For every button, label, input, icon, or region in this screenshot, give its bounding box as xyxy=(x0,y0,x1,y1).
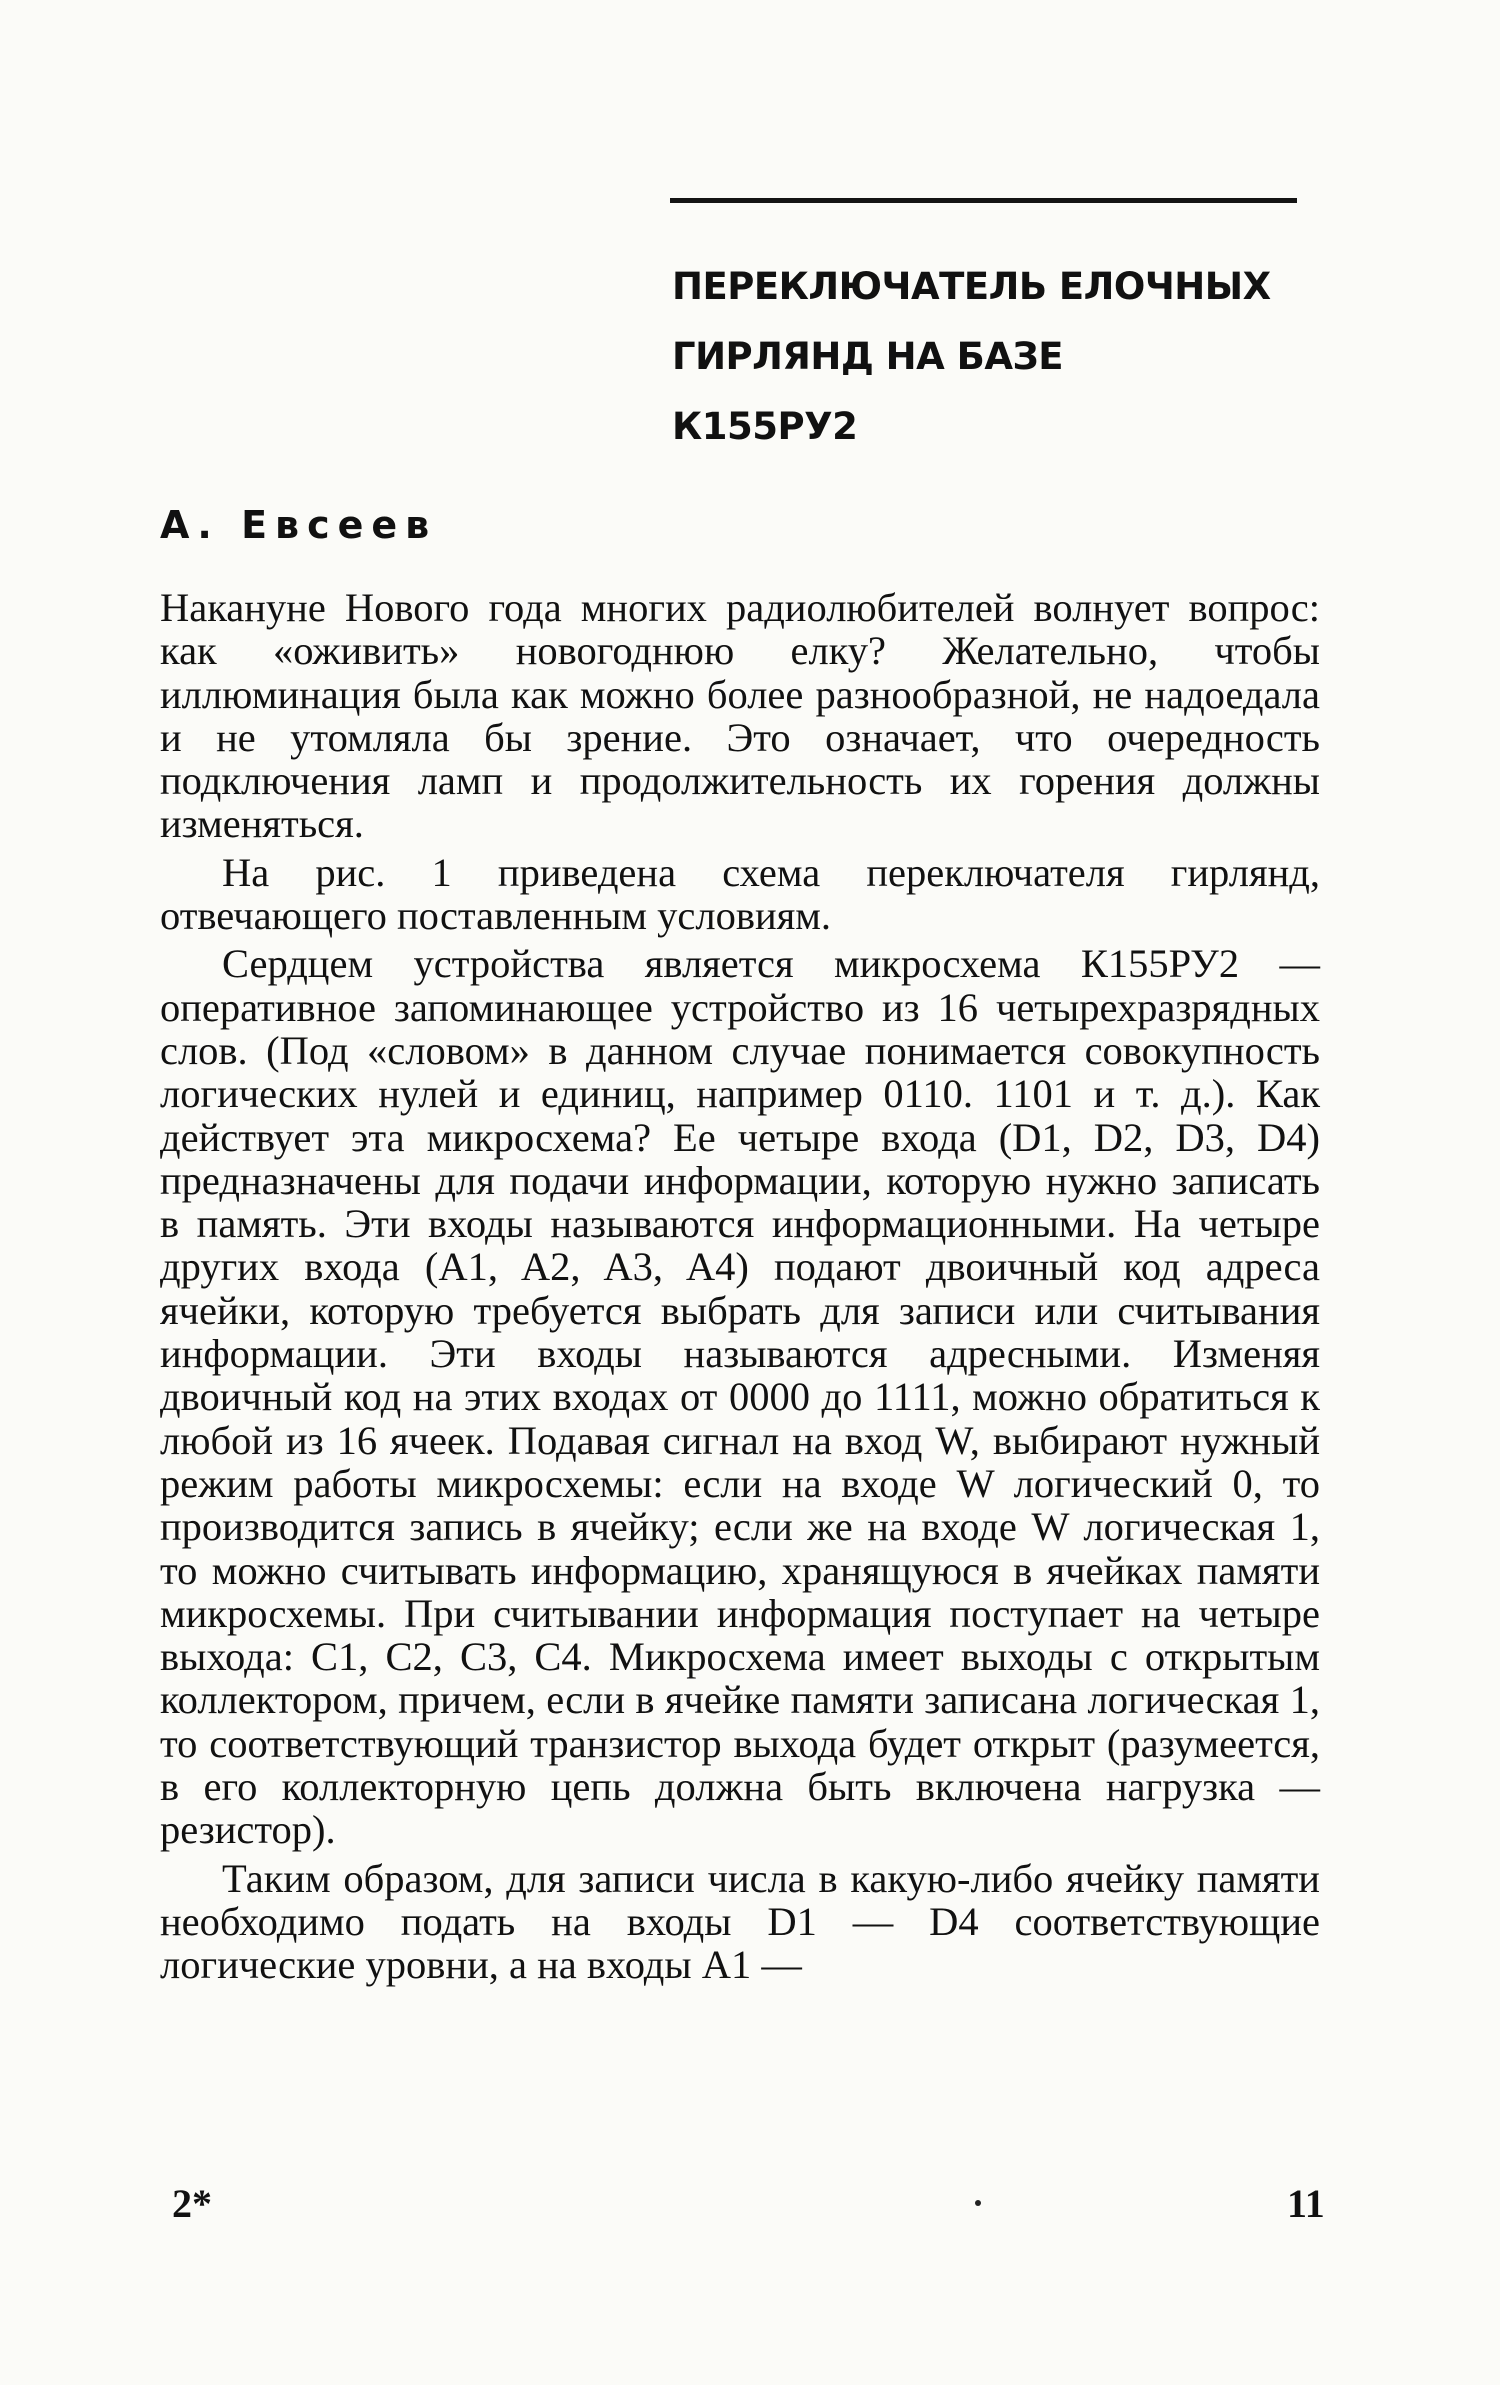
title-rule xyxy=(670,198,1297,203)
page-number: 11 xyxy=(1287,2181,1325,2226)
paragraph-4: Таким образом, для записи числа в какую-либо ячейку памяти необходимо подать на входы D1 — D4 соответствующие логические уровни, а на входы A1 — xyxy=(160,1855,1320,1988)
paragraph-3: Сердцем устройства является микросхема К155РУ2 — оперативное запоминающее устройство из 16 четырехразрядных слов. (Под «словом» в данном случае понимается совокупность логических нулей и единиц, например 0110. 1101 и т. д.). Как действует эта микросхема? Ее четыре входа (D1, D2, D3, D4) предназначены для подачи информации, которую нужно записать в память. Эти входы называются информационными. На четыре других входа (A1, A2, A3, A4) подают двоичный код адреса ячейки, которую требуется выбрать для записи или считывания информации. Эти входы называются адресными. Изменяя двоичный код на этих входах от 0000 до 1111, можно обратиться к любой из 16 ячеек. Подавая сигнал на вход W, выбирают нужный режим работы микросхемы: если на входе W логический 0, то производится запись в ячейку; если же на входе W логическая 1, то можно считывать информацию, хранящуюся в ячейках памяти микросхемы. При считывании информация поступает на четыре выхода: C1, C2, C3, C4. Микросхема имеет выходы с открытым коллектором, причем, если в ячейке памяти записана логическая 1, то соответствующий транзистор выхода будет открыт (разумеется, в его коллекторную цепь должна быть включена нагрузка — резистор). xyxy=(160,941,1320,1853)
printer-signature-mark: 2* xyxy=(172,2181,212,2226)
author-name: А. Евсеев xyxy=(160,503,438,547)
article-body xyxy=(160,586,1320,1987)
footer-dot xyxy=(975,2200,981,2206)
article-title xyxy=(672,252,1432,462)
paragraph-2: На рис. 1 приведена схема переключателя гирлянд, отвечающего поставленным условиям. xyxy=(160,849,1320,939)
title-line-2: ГИРЛЯНД НА БАЗЕ xyxy=(672,335,1064,378)
title-line-3: К155РУ2 xyxy=(672,405,858,448)
title-line-1: ПЕРЕКЛЮЧАТЕЛЬ ЕЛОЧНЫХ xyxy=(672,265,1271,308)
paragraph-1: Накануне Нового года многих радиолюбителей волнует вопрос: как «оживить» новогоднюю елку? Желательно, чтобы иллюминация была как можно более разнообразной, не надоедала и не утомляла бы зрение. Это означает, что очередность подключения ламп и продолжительность их горения должны изменяться. xyxy=(160,585,1320,847)
